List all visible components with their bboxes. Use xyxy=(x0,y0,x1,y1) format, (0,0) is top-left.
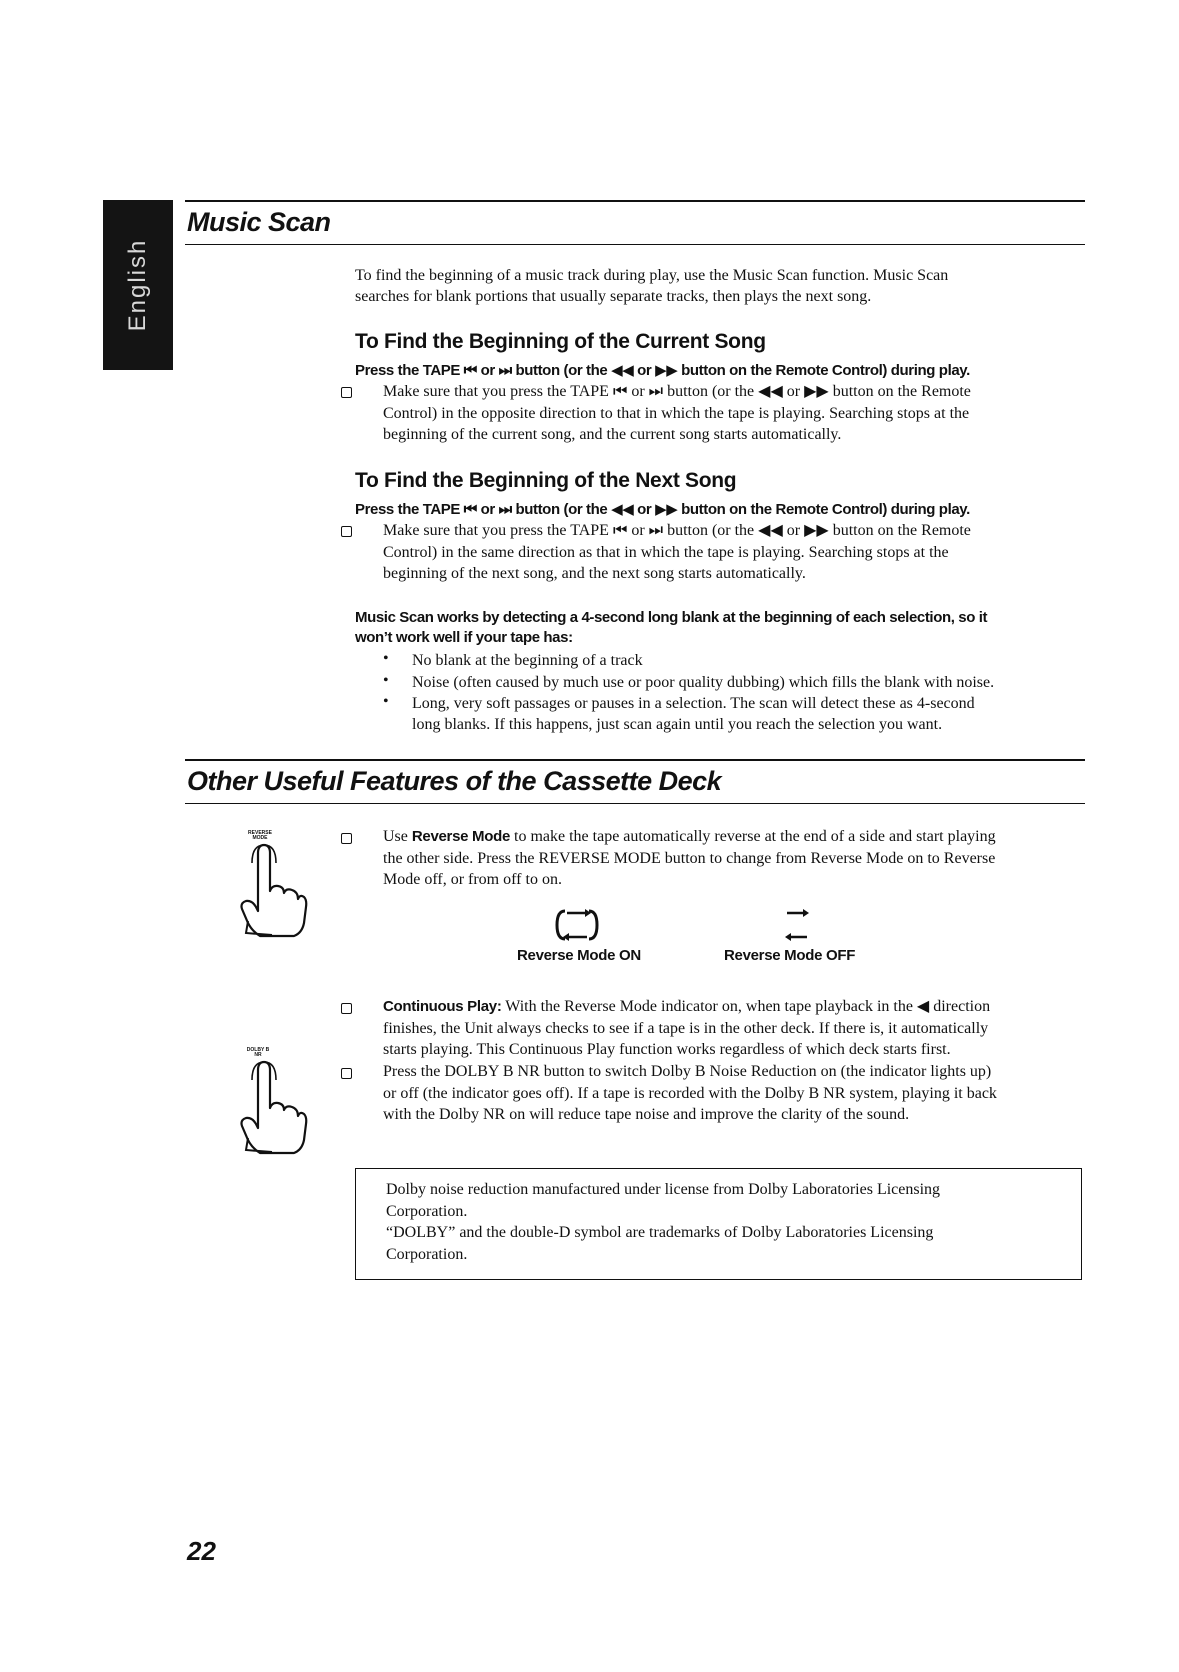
section-rule-bottom xyxy=(185,244,1085,245)
checkbox-bullet-icon xyxy=(341,387,352,398)
bullet-item-line: Long, very soft passages or pauses in a selection. The scan will detect these as 4-second xyxy=(412,695,975,712)
language-tab-label: English xyxy=(124,238,151,332)
warning-line-2: won’t work well if your tape has: xyxy=(355,629,573,646)
other-features-title: Other Useful Features of the Cassette Deck xyxy=(187,766,722,796)
continuous-play-term: Continuous Play: xyxy=(383,998,502,1015)
bullet-item: No blank at the beginning of a track xyxy=(412,652,643,669)
intro-line-2: searches for blank portions that usually separate tracks, then plays the next song. xyxy=(355,288,872,305)
page-number: 22 xyxy=(187,1536,216,1566)
checkbox-bullet-icon xyxy=(341,526,352,537)
dolby-nr-icon-label: DOLBY B NR xyxy=(246,1047,270,1058)
dolby-license-notice xyxy=(355,1168,1082,1280)
reverse-mode-off-caption: Reverse Mode OFF xyxy=(724,947,856,964)
current-song-note xyxy=(383,381,1083,446)
bullet-mark: • xyxy=(383,693,389,710)
bullet-item-line: long blanks. If this happens, just scan again until you reach the selection you want. xyxy=(412,716,943,733)
music-scan-title: Music Scan xyxy=(187,207,331,237)
current-song-heading: To Find the Beginning of the Current Song xyxy=(355,330,766,353)
reverse-mode-on-caption: Reverse Mode ON xyxy=(517,947,641,964)
note-line: beginning of the next song, and the next song starts automatically. xyxy=(383,565,806,582)
checkbox-bullet-icon xyxy=(341,833,352,844)
next-song-instruction: Press the TAPE ⏮ or ⏭ button (or the ◀◀ or ▶▶ button on the Remote Control) during play. xyxy=(355,501,970,518)
checkbox-bullet-icon xyxy=(341,1068,352,1079)
reverse-mode-off-icon xyxy=(785,907,809,943)
next-song-heading: To Find the Beginning of the Next Song xyxy=(355,469,737,492)
reverse-mode-term: Reverse Mode xyxy=(411,828,511,845)
bullet-mark: • xyxy=(383,672,389,689)
reverse-mode-icon-label: REVERSE MODE xyxy=(248,830,272,841)
reverse-mode-on-icon xyxy=(555,907,599,943)
next-song-note xyxy=(383,520,1083,585)
note-line: Make sure that you press the TAPE ⏮ or ⏭ button (or the ◀◀ or ▶▶ button on the Remote xyxy=(383,383,971,400)
hand-press-icon xyxy=(238,843,308,938)
warning-line-1: Music Scan works by detecting a 4-second long blank at the beginning of each selection, so it xyxy=(355,609,988,626)
note-line: Control) in the opposite direction to that in which the tape is playing. Searching stops at the xyxy=(383,404,970,422)
section-rule-top xyxy=(185,759,1085,761)
bullet-mark: • xyxy=(383,650,389,667)
notice-text: Dolby noise reduction manufactured under license from Dolby Laboratories Licensing Corporation. “DOLBY” and the double-D symbol are trademarks of Dolby Laboratories Licensing Corporation. xyxy=(386,1181,941,1263)
note-line: Make sure that you press the TAPE ⏮ or ⏭ button (or the ◀◀ or ▶▶ button on the Remote xyxy=(383,522,971,539)
note-line: Control) in the same direction as that in which the tape is playing. Searching stops at the xyxy=(383,543,949,561)
reverse-mode-text: Use Reverse Mode to make the tape automatically reverse at the end of a side and start playing the other side. Press the REVERSE MODE button to change from Reverse Mode on to Reverse Mode off, or from off to on. xyxy=(383,828,996,888)
bullet-item: Noise (often caused by much use or poor quality dubbing) which fills the blank with noise. xyxy=(412,674,995,691)
current-song-instruction: Press the TAPE ⏮ or ⏭ button (or the ◀◀ or ▶▶ button on the Remote Control) during play. xyxy=(355,362,970,379)
section-rule-top xyxy=(185,200,1085,202)
bullet-item xyxy=(412,693,1082,735)
intro-line-1: To find the beginning of a music track during play, use the Music Scan function. Music Scan xyxy=(355,267,949,284)
checkbox-bullet-icon xyxy=(341,1003,352,1014)
continuous-play-text: Continuous Play: With the Reverse Mode indicator on, when tape playback in the ◀ direction finishes, the Unit always checks to see if a tape is in the other deck. If there is, it automatically starts playing. This Continuous Play function works regardless of which deck starts first. xyxy=(383,998,991,1058)
music-scan-warning xyxy=(355,608,987,648)
language-tab xyxy=(103,200,173,370)
section-rule-bottom xyxy=(185,803,1085,804)
music-scan-intro xyxy=(355,265,1080,307)
hand-press-icon xyxy=(238,1060,308,1155)
note-line: beginning of the current song, and the current song starts automatically. xyxy=(383,426,842,443)
dolby-nr-text: Press the DOLBY B NR button to switch Dolby B Noise Reduction on (the indicator lights up) or off (the indicator goes off). If a tape is recorded with the Dolby B NR system, playing it back with the Dolby NR on will reduce tape noise and improve the clarity of the sound. xyxy=(383,1063,997,1123)
